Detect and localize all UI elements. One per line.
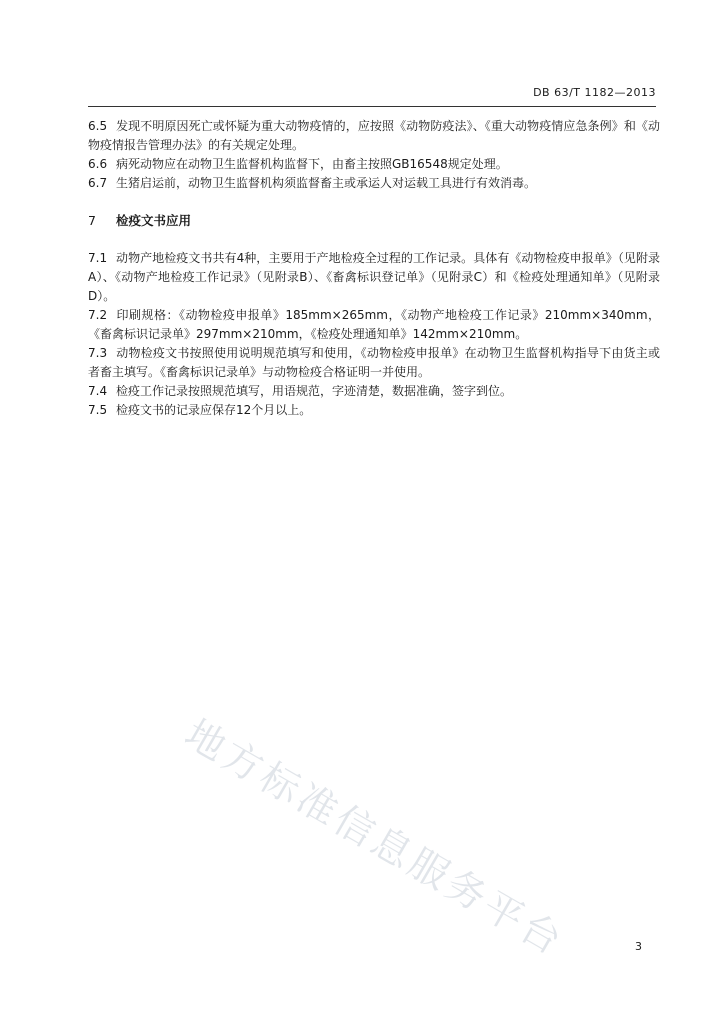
clause-6-7: [88, 174, 660, 193]
clause-7-2: [88, 306, 660, 344]
clause-text: 检疫工作记录按照规范填写，用语规范，字迹清楚，数据准确，签字到位。: [116, 384, 513, 398]
document-code: DB 63/T 1182—2013: [533, 86, 656, 99]
clause-text: 病死动物应在动物卫生监督机构监督下，由畜主按照GB16548规定处理。: [116, 157, 508, 171]
clause-7-4: [88, 382, 660, 401]
header-divider: [88, 106, 656, 107]
clause-number: 7.2: [88, 308, 108, 322]
clause-number: 6.5: [88, 119, 108, 133]
clause-7-3: [88, 344, 660, 382]
section-7-heading: [88, 211, 660, 230]
section-title: 检疫文书应用: [116, 213, 192, 228]
clause-text: 动物产地检疫文书共有4种，主要用于产地检疫全过程的工作记录。具体有《动物检疫申报单》（见附录A）、《动物产地检疫工作记录》（见附录B）、《畜禽标识登记单》（见附录C）和《检疫处理通知单》（见附录D）。: [88, 251, 660, 303]
page-number: 3: [635, 940, 642, 953]
clause-6-6: [88, 155, 660, 174]
clause-number: 7.5: [88, 403, 108, 417]
clause-number: 7.3: [88, 346, 108, 360]
watermark: 地方标准信息服务平台: [177, 711, 572, 966]
clause-text: 印刷规格：《动物检疫申报单》185mm×265mm，《动物产地检疫工作记录》210mm×340mm，《畜禽标识记录单》297mm×210mm，《检疫处理通知单》142mm×210mm。: [88, 308, 660, 341]
clause-text: 检疫文书的记录应保存12个月以上。: [116, 403, 312, 417]
clause-7-5: [88, 401, 660, 420]
clause-7-1: [88, 249, 660, 306]
clause-number: 7.4: [88, 384, 108, 398]
clause-6-5: [88, 117, 660, 155]
clause-text: 发现不明原因死亡或怀疑为重大动物疫情的，应按照《动物防疫法》、《重大动物疫情应急条例》和《动物疫情报告管理办法》的有关规定处理。: [88, 119, 660, 152]
clause-number: 6.7: [88, 176, 108, 190]
clause-text: 生猪启运前，动物卫生监督机构须监督畜主或承运人对运载工具进行有效消毒。: [116, 176, 537, 190]
section-number: 7: [88, 213, 96, 228]
document-body: [88, 117, 660, 420]
clause-number: 7.1: [88, 251, 108, 265]
clause-number: 6.6: [88, 157, 108, 171]
clause-text: 动物检疫文书按照使用说明规范填写和使用，《动物检疫申报单》在动物卫生监督机构指导下由货主或者畜主填写。《畜禽标识记录单》与动物检疫合格证明一并使用。: [88, 346, 660, 379]
